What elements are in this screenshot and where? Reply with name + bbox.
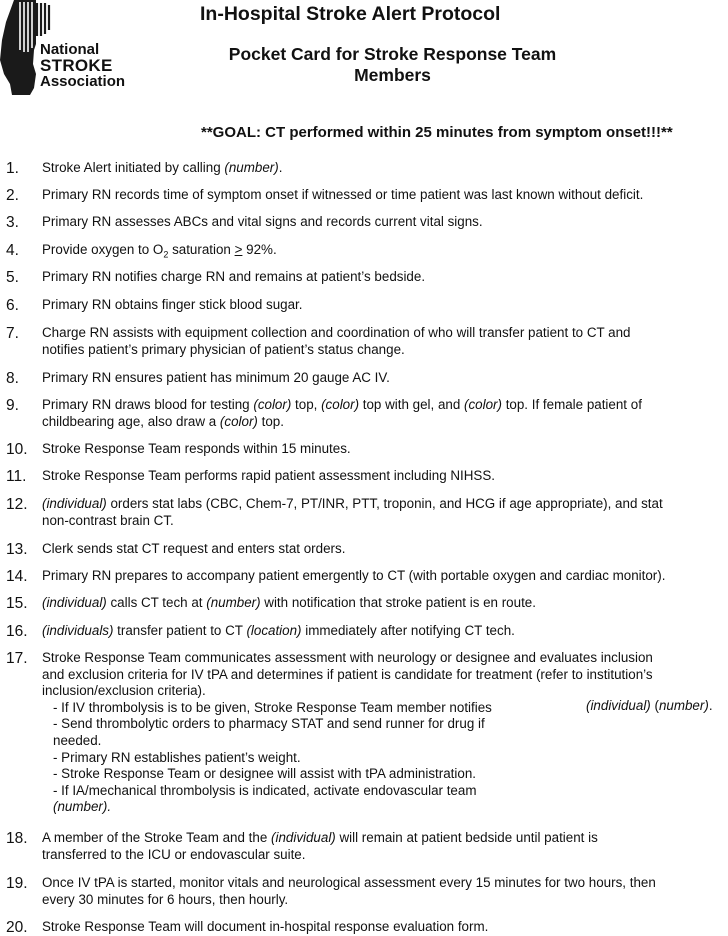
step-number: 7.: [6, 325, 19, 342]
step-number: 1.: [6, 160, 19, 177]
step-text: Stroke Response Team performs rapid patient assessment including NIHSS.: [42, 468, 496, 483]
step-number: 5.: [6, 269, 19, 286]
step-number: 11.: [6, 468, 27, 485]
step-text: Stroke Response Team responds within 15 minutes.: [42, 441, 351, 456]
step-number: 8.: [6, 370, 19, 387]
step-number: 6.: [6, 297, 19, 314]
step-text: (individuals) transfer patient to CT (location) immediately after notifying CT tech.: [42, 623, 515, 638]
step-text: Primary RN obtains finger stick blood sugar.: [42, 297, 303, 312]
step-number: 2.: [6, 187, 19, 204]
step-number: 17.: [6, 650, 28, 667]
step-text: Primary RN records time of symptom onset if witnessed or time patient was last known without deficit.: [42, 187, 644, 202]
step-number: 9.: [6, 397, 19, 414]
national-stroke-association-logo: [0, 0, 160, 95]
logo-text-national: National: [40, 41, 100, 58]
step-text: Primary RN draws blood for testing (color) top, (color) top with gel, and (color) top. If female patient of childbearing age, also draw a (color) top.: [42, 397, 642, 429]
step-text: Provide oxygen to $O_2$ saturation > 92%.: [42, 242, 277, 260]
step-text: Primary RN assesses ABCs and vital signs and records current vital signs.: [42, 214, 483, 229]
goal-statement: **GOAL: CT performed within 25 minutes from symptom onset!!!**: [201, 124, 673, 141]
step-text: Primary RN prepares to accompany patient emergently to CT (with portable oxygen and cardiac monitor).: [42, 568, 666, 583]
step-text: A member of the Stroke Team and the (individual) will remain at patient bedside until patient is transferred to the ICU or endovascular suite.: [42, 830, 598, 862]
step-text: Stroke Response Team communicates assessment with neurology or designee and evaluates inclusion and exclusion criteria for IV tPA and determines if patient is candidate for treatment (refer to institution’s inclusion/exclusion criteria). - If IV thrombolysis is to be given, Stroke Response Team member notifies - Send thrombolytic orders to pharmacy STAT and send runner for drug if needed. - Primary RN establishes patient’s weight. - Stroke Response Team or designee will assist with tPA administration. - If IA/mechanical thrombolysis is indicated, activate endovascular team (number).: [42, 650, 653, 815]
step-number: 14.: [6, 568, 28, 585]
page-title: In-Hospital Stroke Alert Protocol: [200, 3, 501, 25]
step-text: Primary RN notifies charge RN and remains at patient’s bedside.: [42, 269, 426, 284]
step-number: 15.: [6, 595, 28, 612]
step-text: Clerk sends stat CT request and enters stat orders.: [42, 541, 346, 556]
step-text: Charge RN assists with equipment collection and coordination of who will transfer patient to CT and notifies patient’s primary physician of patient’s status change.: [42, 325, 631, 357]
step-number: 20.: [6, 919, 28, 936]
step-number: 3.: [6, 214, 19, 231]
step-text: Primary RN ensures patient has minimum 20 gauge AC IV.: [42, 370, 390, 385]
logo-text-stroke: STROKE: [40, 56, 113, 75]
step-number: 10.: [6, 441, 28, 458]
page-subtitle: Pocket Card for Stroke Response Team Members: [228, 44, 557, 85]
step-number: 18.: [6, 830, 28, 847]
step-aside-contact: (individual) (number).: [586, 698, 713, 713]
step-text: Once IV tPA is started, monitor vitals and neurological assessment every 15 minutes for two hours, then every 30 minutes for 6 hours, then hourly.: [42, 875, 656, 907]
step-number: 19.: [6, 875, 28, 892]
step-number: 4.: [6, 242, 19, 259]
logo-text-association: Association: [40, 73, 126, 90]
step-text: Stroke Response Team will document in-hospital response evaluation form.: [42, 919, 489, 934]
step-text: Stroke Alert initiated by calling (number).: [42, 160, 283, 175]
step-number: 13.: [6, 541, 28, 558]
step-text: (individual) calls CT tech at (number) with notification that stroke patient is en route.: [42, 595, 536, 610]
step-number: 16.: [6, 623, 28, 640]
step-text: (individual) orders stat labs (CBC, Chem-7, PT/INR, PTT, troponin, and HCG if age appropriate), and stat non-contrast brain CT.: [42, 496, 663, 528]
step-number: 12.: [6, 496, 28, 513]
